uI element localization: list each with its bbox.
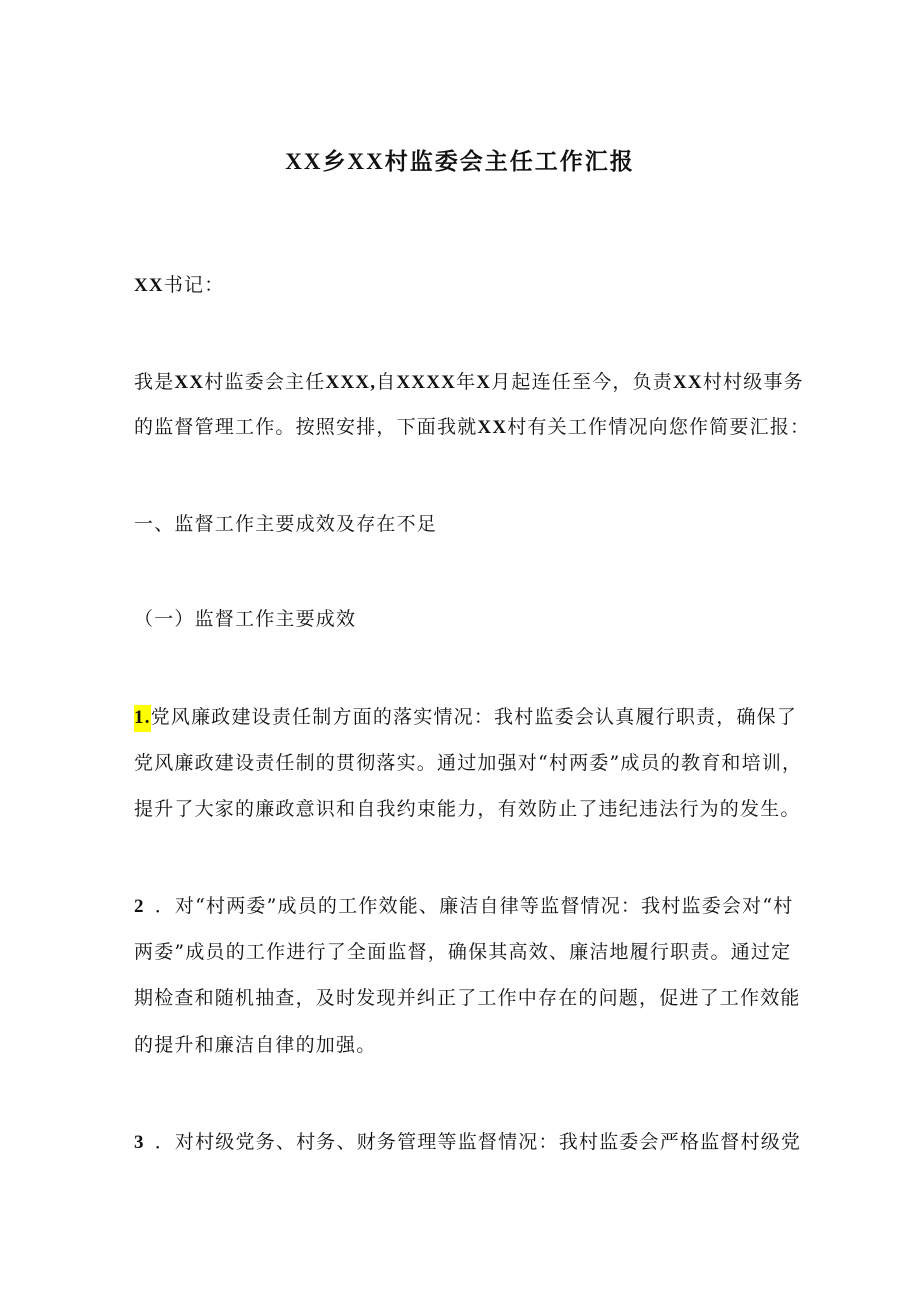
item-1-number-highlight: 1. [134, 705, 151, 732]
item-1-text: 党风廉政建设责任制方面的落实情况：我村监委会认真履行职责，确保了 [150, 706, 798, 728]
item-2-text: ．对“村两委”成员的工作效能、廉洁自律等监督情况：我村监委会对“村 [154, 895, 794, 917]
intro-text: 自 [376, 371, 397, 393]
intro-text: 村村级事务 [702, 371, 804, 393]
intro-text: 我是 [134, 371, 175, 393]
intro-village-placeholder: XX [673, 372, 703, 393]
intro-line-2 [134, 412, 810, 443]
item-3-text: ．对村级党务、村务、财务管理等监督情况：我村监委会严格监督村级党 [154, 1131, 802, 1153]
item-1-line-1 [134, 702, 797, 733]
document-title [0, 146, 920, 178]
intro-village-placeholder: XX [174, 372, 205, 393]
item-2-line-4: 的提升和廉洁自律的加强。 [134, 1034, 377, 1056]
salutation-name: XX [134, 275, 164, 296]
item-2-number: 2 [134, 896, 145, 917]
intro-text: 村监委会主任 [204, 371, 326, 393]
intro-village-placeholder: XX [477, 417, 508, 438]
item-3-number: 3 [134, 1132, 145, 1153]
document-title-text: XX乡XX村监委会主任工作汇报 [285, 149, 635, 174]
intro-text: 村有关工作情况向您作简要汇报： [507, 416, 811, 438]
section-1-heading: 一、监督工作主要成效及存在不足 [134, 513, 438, 535]
intro-name-placeholder: XXX, [325, 372, 377, 393]
salutation [134, 270, 224, 301]
item-2-line-2: 两委”成员的工作进行了全面监督，确保其高效、廉洁地履行职责。通过定 [134, 941, 792, 963]
item-3-line-1 [134, 1127, 801, 1158]
salutation-suffix: 书记： [163, 274, 225, 296]
intro-month-placeholder: X [476, 372, 492, 393]
intro-line-1 [134, 367, 804, 398]
subsection-1-heading: （一）监督工作主要成效 [134, 608, 357, 630]
item-1-line-3: 提升了大家的廉政意识和自我约束能力，有效防止了违纪违法行为的发生。 [134, 798, 801, 820]
intro-year-placeholder: XXXX [396, 372, 457, 393]
item-2-line-3: 期检查和随机抽查，及时发现并纠正了工作中存在的问题，促进了工作效能 [134, 987, 801, 1009]
item-1-line-2: 党风廉政建设责任制的贯彻落实。通过加强对“村两委”成员的教育和培训， [134, 752, 803, 774]
intro-text: 年 [456, 371, 477, 393]
intro-text: 月起连任至今，负责 [491, 371, 673, 393]
intro-text: 的监督管理工作。按照安排，下面我就 [134, 416, 478, 438]
item-2-line-1 [134, 891, 793, 922]
